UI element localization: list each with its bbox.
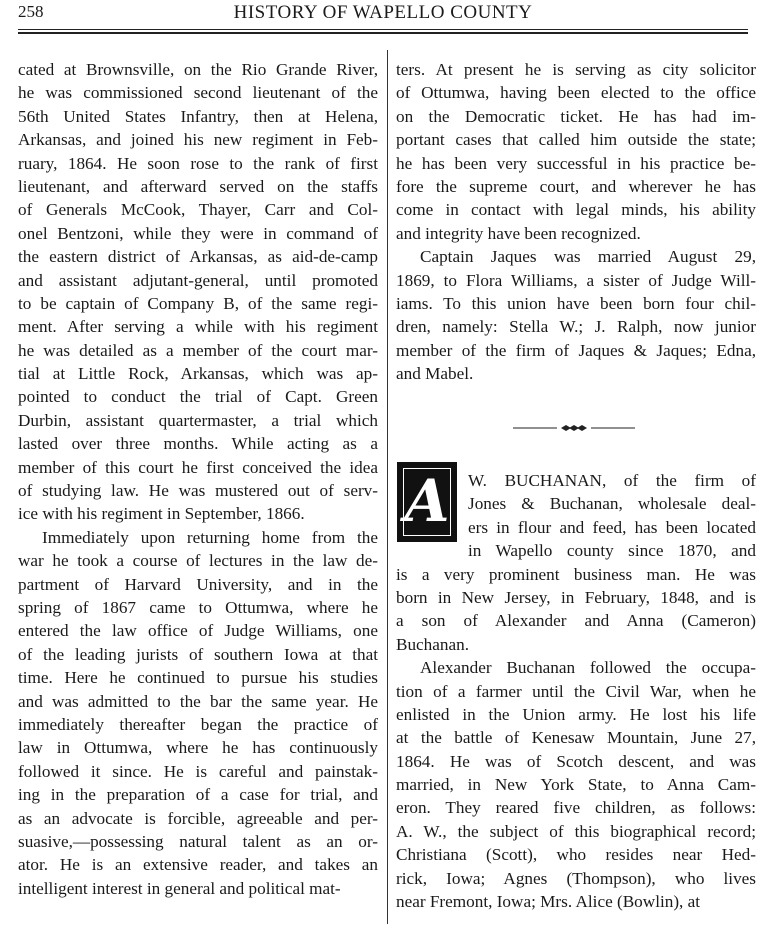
drop-cap-letter: A [404, 467, 450, 535]
text-line: he was commissioned second lieutenant of the [18, 83, 378, 103]
text-line: Captain Jaques was married August 29, [420, 247, 756, 267]
text-line: as an advocate is forcible, agreeable and per- [18, 808, 378, 828]
column-divider [387, 50, 388, 924]
text-line: immediately thereafter began the practice of [18, 714, 378, 734]
text-line: rick, Iowa; Agnes (Thompson), who lives [396, 868, 756, 888]
text-line: of Ottumwa, having been elected to the office [396, 83, 756, 103]
text-line: is a very prominent business man. He was [396, 564, 756, 584]
text-line: Alexander Buchanan followed the occupa- [420, 658, 756, 678]
text-line: lieutenant, and afterward served on the staffs [18, 176, 378, 196]
text-line: on the Democratic ticket. He has had im- [396, 106, 756, 126]
text-line: of Generals McCook, Thayer, Carr and Col- [18, 200, 378, 220]
text-line: married, in New York State, to Anna Cam- [396, 775, 756, 795]
text-line: law in Ottumwa, where he has continuously [18, 738, 378, 758]
text-line: Jones & Buchanan, wholesale deal- [468, 494, 756, 514]
text-line: A. W., the subject of this biographical record; [396, 821, 756, 841]
header-rule-thin [18, 29, 748, 30]
text-line: ing in the preparation of a case for trial, and [18, 785, 378, 805]
text-line: born in New Jersey, in February, 1848, and is [396, 587, 756, 607]
text-line: suasive,—possessing natural talent as an or- [18, 831, 378, 851]
text-line: come in contact with legal minds, his ability [396, 200, 756, 220]
page-header [18, 2, 748, 26]
text-line: followed it since. He is careful and painstak- [18, 761, 378, 781]
text-line: ice with his regiment in September, 1866. [18, 504, 305, 524]
left-column [18, 58, 378, 900]
right-column-bottom [396, 469, 756, 913]
text-line: intelligent interest in general and political mat- [18, 878, 341, 898]
text-line: tial at Little Rock, Arkansas, which was ap- [18, 364, 378, 384]
text-line: spring of 1867 came to Ottumwa, where he [18, 597, 378, 617]
text-line: the eastern district of Arkansas, as aid-de-camp [18, 247, 378, 267]
text-line: a son of Alexander and Anna (Cameron) [396, 611, 756, 631]
text-line: 56th United States Infantry, then at Helena, [18, 106, 378, 126]
text-line: ator. He is an extensive reader, and takes an [18, 855, 378, 875]
text-line: of studying law. He was mustered out of serv- [18, 481, 378, 501]
text-line: partment of Harvard University, and in the [18, 574, 378, 594]
text-line: lasted over three months. While acting as a [18, 434, 378, 454]
text-line: tion of a farmer until the Civil War, when he [396, 681, 756, 701]
text-line: near Fremont, Iowa; Mrs. Alice (Bowlin), at [396, 892, 701, 912]
text-line: ers in flour and feed, has been located [468, 517, 756, 537]
text-line: dren, namely: Stella W.; J. Ralph, now junior [396, 317, 756, 337]
text-line: onel Bentzoni, while they were in command of [18, 223, 378, 243]
text-line: iams. To this union have been born four chil- [396, 293, 756, 313]
right-column-top [396, 58, 756, 385]
text-line: entered the law office of Judge Williams, one [18, 621, 378, 641]
text-line: at the battle of Kenesaw Mountain, June 27, [396, 728, 756, 748]
text-line: cated at Brownsville, on the Rio Grande River, [18, 60, 378, 79]
text-line: and was admitted to the bar the same year. He [18, 691, 378, 711]
text-line: portant cases that called him outside the state; [396, 130, 756, 150]
running-title: HISTORY OF WAPELLO COUNTY [233, 2, 533, 23]
text-line: time. Here he continued to pursue his studies [18, 668, 378, 688]
page-number: 258 [18, 2, 44, 21]
text-line: Arkansas, and joined his new regiment in Feb- [18, 130, 378, 150]
section-divider-ornament [513, 420, 635, 436]
text-line: member of the firm of Jaques & Jaques; Edna, [396, 340, 756, 360]
text-line: he has been very successful in his practice be- [396, 153, 756, 173]
text-line: Immediately upon returning home from the [42, 527, 378, 547]
text-line: Buchanan. [396, 634, 470, 654]
text-line: W. BUCHANAN, of the firm of [468, 471, 756, 490]
text-line: ters. At present he is serving as city solicitor [396, 60, 756, 79]
text-line: Durbin, assistant quartermaster, a trial which [18, 410, 378, 430]
header-rule-thick [18, 32, 748, 34]
text-line: fore the supreme court, and wherever he has [396, 176, 756, 196]
text-line: Christiana (Scott), who resides near Hed- [396, 845, 756, 865]
text-line: and integrity have been recognized. [396, 223, 641, 243]
text-line: member of this court he first conceived the idea [18, 457, 378, 477]
text-line: ment. After serving a while with his regiment [18, 317, 378, 337]
text-line: to be captain of Company B, of the same regi- [18, 293, 378, 313]
text-line: of the leading jurists of southern Iowa at that [18, 644, 378, 664]
text-line: war he took a course of lectures in the law de- [18, 551, 378, 571]
text-line: and Mabel. [396, 364, 474, 384]
text-line: ruary, 1864. He soon rose to the rank of first [18, 153, 378, 173]
text-line: eron. They reared five children, as follows: [396, 798, 756, 818]
text-line: 1869, to Flora Williams, a sister of Judge Will- [396, 270, 756, 290]
text-line: and assistant adjutant-general, until promoted [18, 270, 378, 290]
text-line: he was detailed as a member of the court mar- [18, 340, 378, 360]
text-line: in Wapello county since 1870, and [468, 541, 756, 561]
text-line: pointed to conduct the trial of Capt. Green [18, 387, 378, 407]
text-line: 1864. He was of Scotch descent, and was [396, 751, 756, 771]
text-line: enlisted in the Union army. He lost his life [396, 704, 756, 724]
